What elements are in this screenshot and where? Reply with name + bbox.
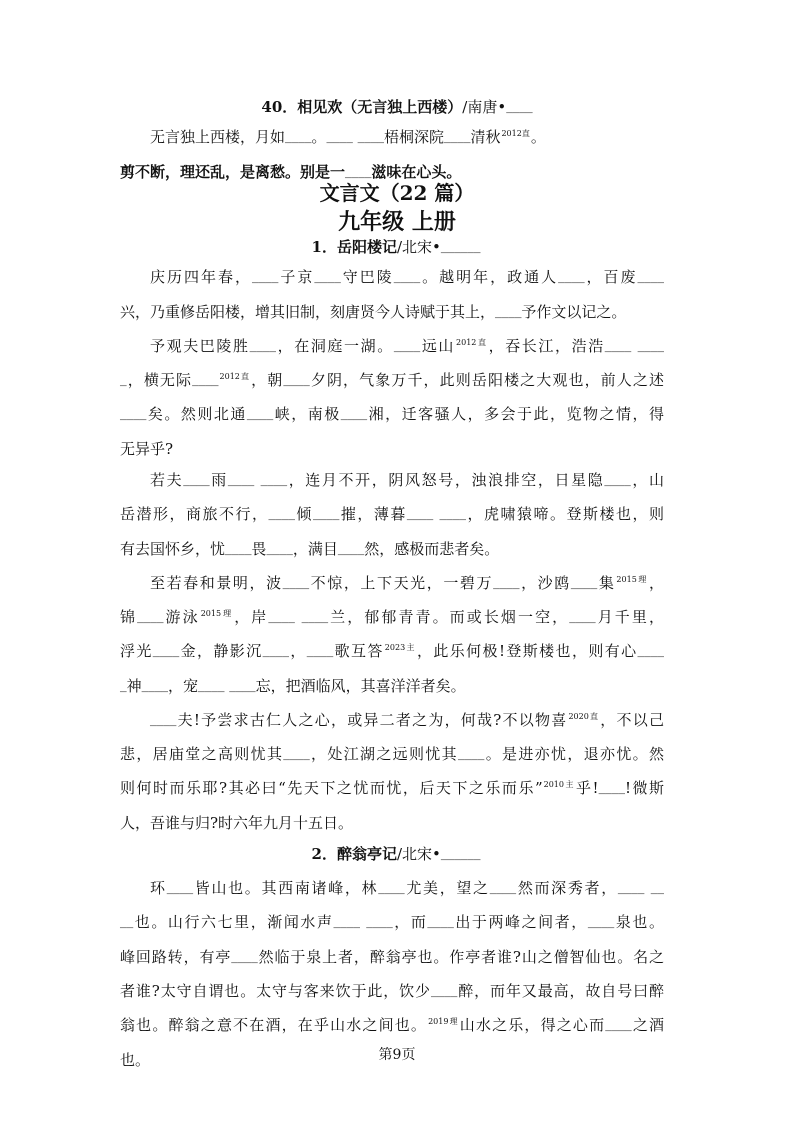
text-line bbox=[120, 365, 664, 399]
essay-author: /北宋• bbox=[396, 238, 441, 256]
answer-blank: ____ bbox=[141, 682, 169, 695]
text-segment: 山水之乐，得之心而____之酒 bbox=[459, 1016, 664, 1035]
text-segment: ，不以己 bbox=[600, 710, 664, 729]
answer-blank: ____ bbox=[569, 614, 596, 627]
text-segment: 悲，居庙堂之高则忧其____，处江湖之远则忧其____。是进亦忧，退亦忧。然 bbox=[120, 745, 664, 764]
text-line bbox=[120, 907, 664, 941]
answer-blank: ____ bbox=[357, 134, 385, 146]
answer-blank: ____ bbox=[283, 377, 310, 390]
answer-blank: ____ bbox=[366, 919, 393, 932]
answer-blank: ____ bbox=[301, 614, 329, 627]
answer-blank: ______ bbox=[440, 850, 481, 863]
text-line bbox=[120, 808, 664, 839]
answer-blank: ____ bbox=[246, 411, 274, 424]
exam-year-tag: 2012直 bbox=[501, 129, 530, 138]
answer-blank: ____ bbox=[225, 545, 252, 558]
paragraph bbox=[120, 705, 664, 839]
text-line bbox=[120, 705, 664, 739]
text-segment: 兴，乃重修岳阳楼，增其旧制，刻唐贤今人诗赋于其上，____予作文以记之。 bbox=[120, 302, 627, 321]
answer-blank: ____ bbox=[637, 274, 664, 287]
text-line bbox=[120, 1010, 664, 1044]
answer-blank: ____ bbox=[198, 682, 225, 695]
answer-blank: ____ bbox=[282, 579, 310, 592]
answer-blank: ____ bbox=[444, 134, 471, 146]
exam-year-tag: 2012直 bbox=[219, 372, 251, 382]
page-number: 第9页 bbox=[378, 1047, 416, 1063]
answer-blank: ____ bbox=[333, 919, 360, 932]
answer-blank: ____ bbox=[268, 511, 295, 524]
answer-blank: ____ bbox=[306, 648, 334, 661]
answer-blank: ____ bbox=[604, 342, 632, 355]
exam-year-tag: 2010主 bbox=[543, 780, 576, 790]
answer-blank: ____ bbox=[229, 682, 256, 695]
essay bbox=[120, 235, 664, 839]
exam-year-tag: 2015理 bbox=[200, 609, 234, 619]
answer-blank: ____ bbox=[337, 545, 365, 558]
answer-blank: ____ bbox=[598, 785, 625, 798]
text-line bbox=[120, 976, 664, 1010]
text-line bbox=[120, 331, 664, 365]
answer-blank: ____ bbox=[150, 716, 177, 729]
text-segment: ，此乐何极!登斯楼也，则有心____ bbox=[416, 642, 664, 661]
text-segment: 人，吾谁与归?时六年九月十五日。 bbox=[120, 813, 354, 832]
answer-blank: ____ bbox=[249, 342, 277, 355]
text-line bbox=[120, 297, 664, 331]
text-line bbox=[120, 773, 664, 807]
essay-author: /北宋• bbox=[396, 844, 441, 863]
answer-blank: ____ bbox=[617, 885, 645, 898]
answer-blank: ____ bbox=[192, 377, 219, 390]
answer-blank: ____ bbox=[637, 648, 664, 661]
answer-blank: __ bbox=[120, 919, 134, 932]
text-segment: ，朝____夕阴，气象万千，此则岳阳楼之大观也，前人之述 bbox=[251, 371, 664, 390]
text-segment: 若夫____雨____ ____，连月不开，阴风怒号，浊浪排空，日星隐____，山 bbox=[150, 471, 664, 489]
answer-blank: ____ bbox=[268, 614, 295, 627]
answer-blank: ____ bbox=[493, 579, 520, 592]
answer-blank: ____ bbox=[406, 511, 434, 524]
exam-year-tag: 2023主 bbox=[384, 643, 416, 653]
text-line bbox=[120, 434, 664, 465]
text-segment: 翁也。醉翁之意不在酒，在乎山水之间也。 bbox=[120, 1016, 428, 1035]
answer-blank: ____ bbox=[427, 919, 454, 932]
text-segment: 峰回路转，有亭____然临于泉上者，醉翁亭也。作亭者谁?山之僧智仙也。名之 bbox=[120, 947, 664, 966]
text-segment: 岳潜形，商旅不行，____倾____摧，薄暮____ ____，虎啸猿啼。登斯楼也，则 bbox=[120, 505, 664, 524]
answer-blank: ____ bbox=[489, 885, 517, 898]
answer-blank: ____ bbox=[120, 411, 147, 424]
text-segment: 无言独上西楼，月如____。____ ____梧桐深院____清秋 bbox=[150, 128, 501, 146]
text-line bbox=[120, 739, 664, 773]
answer-blank: ____ bbox=[262, 648, 289, 661]
text-segment: 环____皆山也。其西南诸峰，林____尤美，望之____然而深秀者，____ __ bbox=[150, 879, 664, 898]
answer-blank: ____ bbox=[283, 751, 310, 764]
text-segment: ____矣。然则北通____峡，南极____湘，迁客骚人，多会于此，览物之情，得 bbox=[120, 405, 664, 424]
text-line bbox=[120, 671, 664, 705]
text-segment: 则何时而乐耶?其必曰“先天下之忧而忧，后天下之乐而乐” bbox=[120, 779, 543, 798]
exam-year-tag: 2015理 bbox=[616, 574, 648, 584]
text-segment: 乎!____!微斯 bbox=[576, 779, 665, 798]
text-segment: __也。山行六七里，渐闻水声____ ____，而____出于两峰之间者，____泉也。 bbox=[120, 913, 664, 932]
text-line bbox=[120, 636, 664, 670]
answer-blank: ____ bbox=[345, 169, 372, 181]
answer-blank: ____ bbox=[152, 648, 180, 661]
answer-blank: ____ bbox=[587, 919, 615, 932]
essay-title bbox=[120, 839, 664, 873]
exam-year-tag: 2019理 bbox=[428, 1017, 459, 1027]
text-segment: _，横无际____ bbox=[120, 371, 219, 390]
text-line bbox=[120, 121, 664, 156]
answer-blank: ____ bbox=[605, 1022, 632, 1035]
text-segment: 予观夫巴陵胜____，在洞庭一湖。____远山 bbox=[150, 336, 456, 355]
answer-blank: ____ bbox=[637, 342, 664, 355]
essay-name: 岳阳楼记 bbox=[336, 238, 397, 256]
answer-blank: ____ bbox=[457, 751, 485, 764]
answer-blank: ____ bbox=[326, 134, 353, 146]
answer-blank: ____ bbox=[312, 511, 340, 524]
answer-blank: ____ bbox=[227, 477, 255, 489]
answer-blank: ______ bbox=[440, 244, 481, 256]
answer-blank: ____ bbox=[251, 274, 279, 287]
poem-number: 40． bbox=[261, 98, 298, 116]
text-line bbox=[120, 568, 664, 602]
answer-blank: ____ bbox=[430, 987, 458, 1000]
answer-blank: ____ bbox=[266, 545, 293, 558]
text-line bbox=[120, 465, 664, 499]
paragraph bbox=[120, 331, 664, 465]
text-line bbox=[120, 602, 664, 636]
text-line bbox=[120, 873, 664, 907]
essay-name: 醉翁亭记 bbox=[336, 844, 397, 863]
answer-blank: _ bbox=[120, 682, 127, 695]
text-segment: _神____，宠____ ____忘，把酒临风，其喜洋洋者矣。 bbox=[120, 676, 466, 695]
text-segment: ，岸____ ____兰，郁郁青青。而或长烟一空，____月千里， bbox=[234, 608, 664, 627]
answer-blank: ____ bbox=[393, 342, 421, 355]
text-segment: 庆历四年春，____子京____守巴陵____。越明年，政通人____，百废____ bbox=[150, 268, 664, 287]
answer-blank: ____ bbox=[604, 477, 631, 489]
text-segment: ，吞长江，浩浩____ ____ bbox=[488, 336, 664, 355]
answer-blank: __ bbox=[650, 885, 664, 898]
answer-blank: ____ bbox=[393, 274, 421, 287]
text-segment: 剪不断，理还乱，是离愁。别是一____滋味在心头。 bbox=[120, 163, 462, 181]
text-line bbox=[120, 534, 664, 568]
answer-blank: _ bbox=[120, 377, 127, 390]
answer-blank: ____ bbox=[166, 885, 194, 898]
essays-list bbox=[120, 235, 664, 1076]
text-line bbox=[120, 499, 664, 533]
answer-blank: ____ bbox=[137, 614, 164, 627]
answer-blank: ____ bbox=[260, 477, 288, 489]
poem-author: /南唐• bbox=[462, 98, 507, 116]
essay bbox=[120, 839, 664, 1076]
answer-blank: ____ bbox=[183, 477, 210, 489]
paragraph bbox=[120, 465, 664, 568]
poem-name: 相见欢（无言独上西楼） bbox=[297, 98, 463, 116]
text-line bbox=[120, 399, 664, 433]
essay-number: 2． bbox=[311, 844, 337, 863]
essay-title bbox=[120, 235, 664, 262]
text-segment: 。 bbox=[530, 128, 546, 146]
text-segment: ， bbox=[648, 573, 664, 592]
text-segment: 锦____游泳 bbox=[120, 608, 200, 627]
essay-number: 1． bbox=[311, 238, 337, 256]
grade-heading: 九年级 上册 bbox=[338, 209, 456, 235]
answer-blank: ____ bbox=[314, 274, 341, 287]
answer-blank: ____ bbox=[570, 579, 598, 592]
answer-blank: ____ bbox=[378, 885, 405, 898]
section-heading: 文言文（22 篇） bbox=[319, 181, 475, 205]
answer-blank: ____ bbox=[439, 511, 466, 524]
answer-blank: ____ bbox=[495, 308, 522, 321]
answer-blank: ____ bbox=[285, 134, 312, 146]
answer-blank: ____ bbox=[506, 104, 533, 116]
text-segment: 有去国怀乡，忧____畏____，满目____然，感极而悲者矣。 bbox=[120, 539, 500, 558]
text-segment: ____夫!予尝求古仁人之心，或异二者之为，何哉?不以物喜 bbox=[150, 710, 568, 729]
answer-blank: ____ bbox=[231, 953, 258, 966]
exam-year-tag: 2012直 bbox=[456, 337, 488, 347]
text-segment: 也。 bbox=[120, 1050, 151, 1069]
paragraph bbox=[120, 262, 664, 331]
answer-blank: ____ bbox=[558, 274, 585, 287]
paragraph bbox=[120, 568, 664, 705]
text-segment: 者谁?太守自谓也。太守与客来饮于此，饮少____醉，而年又最高，故自号曰醉 bbox=[120, 981, 664, 1000]
text-segment: 浮光____金，静影沉____，____歌互答 bbox=[120, 642, 384, 661]
text-line bbox=[120, 942, 664, 976]
answer-blank: ____ bbox=[340, 411, 368, 424]
text-line bbox=[120, 262, 664, 296]
text-segment: 无异乎? bbox=[120, 439, 174, 458]
text-segment: 至若春和景明，波____不惊，上下天光，一碧万____，沙鸥____集 bbox=[150, 573, 616, 592]
exam-year-tag: 2020直 bbox=[568, 711, 600, 721]
